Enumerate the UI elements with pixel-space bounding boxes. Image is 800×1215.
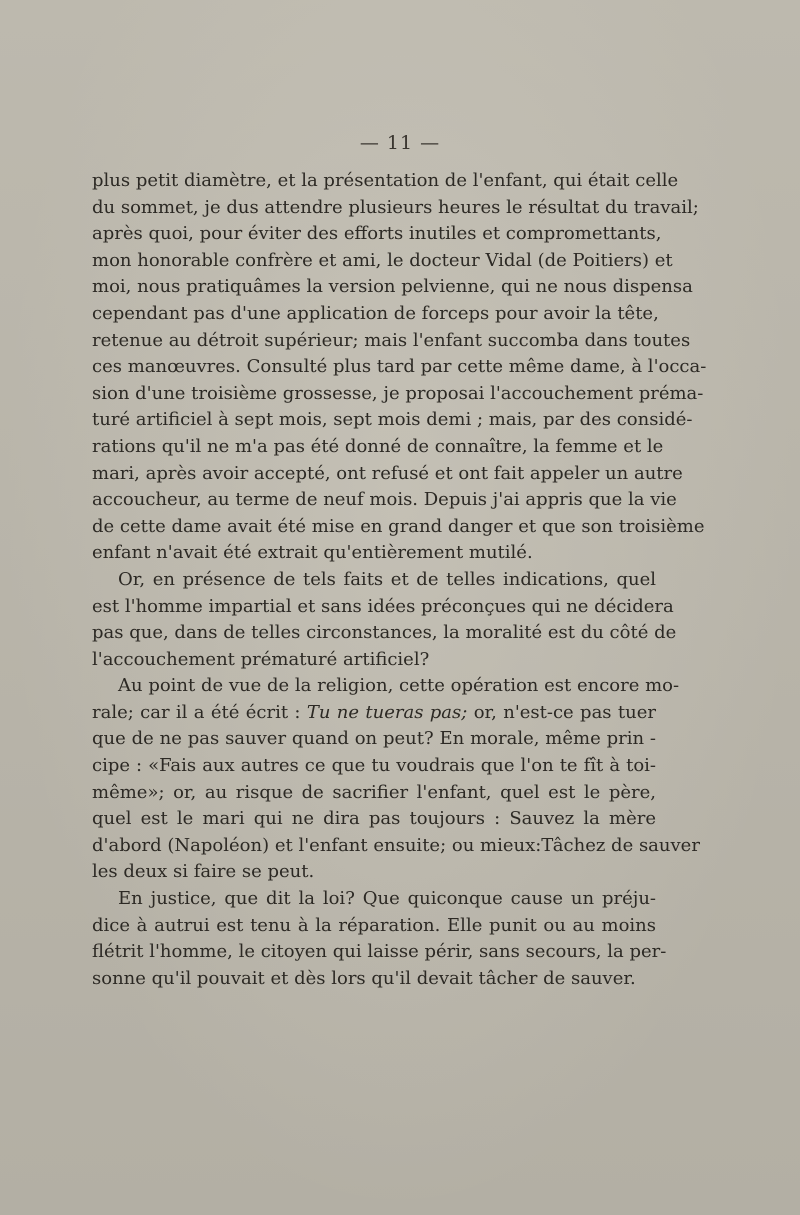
text-line: retenue au détroit supérieur; mais l'enfant succomba dans toutes [92, 329, 691, 351]
text-line: quel est le mari qui ne dira pas toujours : Sauvez la mère [92, 808, 656, 830]
text-line: sonne qu'il pouvait et dès lors qu'il devait tâcher de sauver. [92, 967, 636, 989]
text-line: cipe : «Fais aux autres ce que tu voudrais que l'on te fît à toi- [92, 755, 656, 777]
text-line: cependant pas d'une application de forceps pour avoir la tête, [92, 302, 659, 324]
text-line: du sommet, je dus attendre plusieurs heures le résultat du travail; [92, 196, 699, 218]
text-line: enfant n'avait été extrait qu'entièrement mutilé. [92, 542, 533, 564]
text-line: que de ne pas sauver quand on peut? En morale, même prin - [92, 728, 656, 750]
text-line: Or, en présence de tels faits et de telles indications, quel [118, 568, 656, 590]
text-segment: rale; car il a été écrit : [92, 701, 307, 723]
text-line: flétrit l'homme, le citoyen qui laisse périr, sans secours, la per- [92, 941, 667, 963]
text-line: plus petit diamètre, et la présentation de l'enfant, qui était celle [92, 170, 679, 191]
text-line: accoucheur, au terme de neuf mois. Depuis j'ai appris que la vie [92, 489, 677, 511]
text-line: rations qu'il ne m'a pas été donné de connaître, la femme et le [92, 435, 664, 457]
text-line: mon honorable confrère et ami, le docteur Vidal (de Poitiers) et [92, 249, 673, 271]
text-line: de cette dame avait été mise en grand danger et que son troisième [92, 515, 705, 537]
text-line: mari, après avoir accepté, ont refusé et ont fait appeler un autre [92, 462, 683, 484]
text-line: après quoi, pour éviter des efforts inutiles et compromettants, [92, 223, 662, 245]
text-line: pas que, dans de telles circonstances, la moralité est du côté de [92, 622, 677, 644]
text-line: En justice, que dit la loi? Que quiconque cause un préju- [118, 888, 656, 910]
text-line: les deux si faire se peut. [92, 861, 315, 883]
text-line: est l'homme impartial et sans idées préconçues qui ne décidera [92, 595, 674, 617]
text-line: même»; or, au risque de sacrifier l'enfant, quel est le père, [92, 781, 656, 803]
text-line: Au point de vue de la religion, cette opération est encore mo- [118, 675, 680, 697]
text-segment: or, n'est-ce pas tuer [467, 701, 656, 723]
italic-quote: Tu ne tueras pas; [306, 701, 468, 723]
text-line: turé artificiel à sept mois, sept mois demi ; mais, par des considé- [92, 409, 693, 431]
text-line: moi, nous pratiquâmes la version pelvienne, qui ne nous dispensa [92, 276, 693, 298]
text-line: d'abord (Napoléon) et l'enfant ensuite; ou mieux:Tâchez de sauver [92, 834, 700, 856]
text-line: dice à autrui est tenu à la réparation. Elle punit ou au moins [92, 914, 656, 936]
text-line [92, 700, 656, 727]
text-line: ces manœuvres. Consulté plus tard par cette même dame, à l'occa- [92, 356, 707, 378]
text-line: sion d'une troisième grossesse, je proposai l'accouchement préma- [92, 382, 704, 404]
body-text [92, 168, 707, 992]
page-number: — 11 — [359, 132, 441, 154]
text-line: l'accouchement prématuré artificiel? [92, 648, 430, 670]
